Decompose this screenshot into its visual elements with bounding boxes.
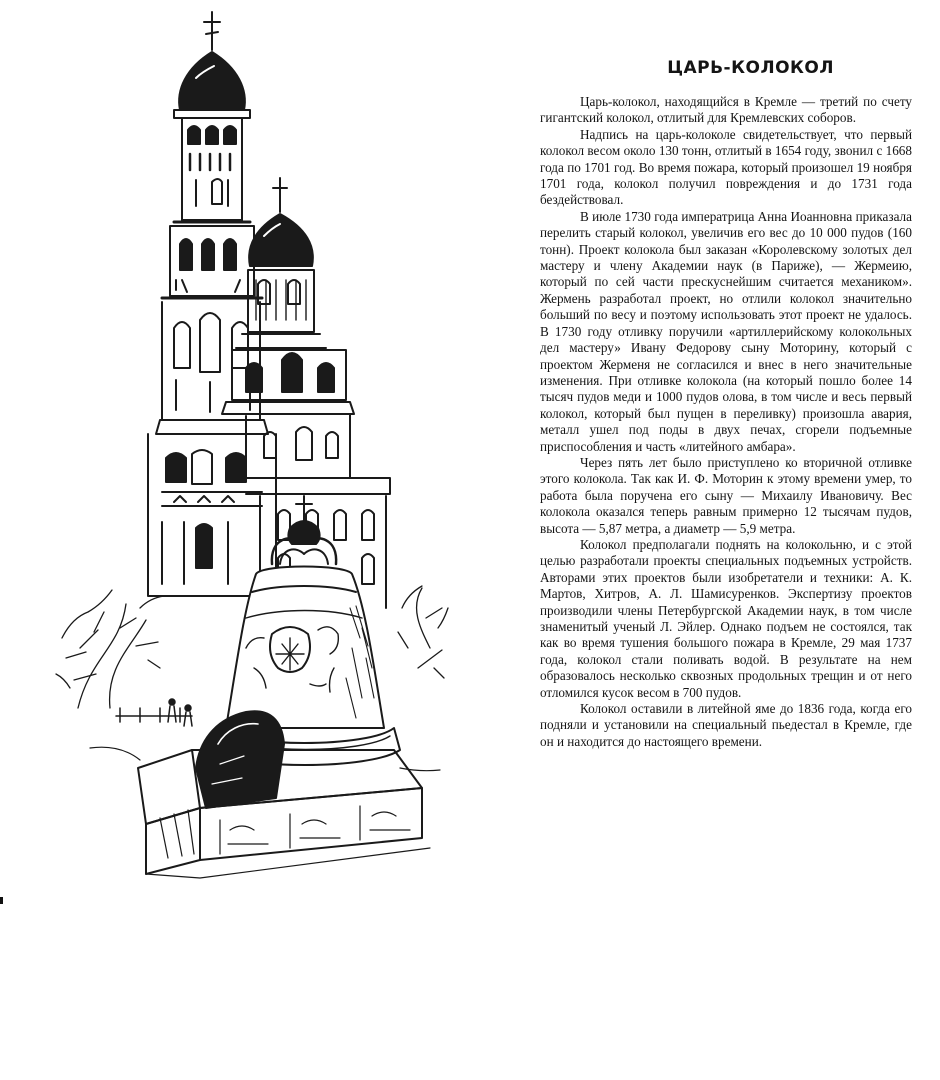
article-title: ЦАРЬ-КОЛОКОЛ [667, 58, 834, 78]
tsar-bell-drawing [196, 496, 400, 808]
page-edge-mark [0, 897, 3, 904]
people-drawing [116, 699, 192, 726]
article-paragraph: Колокол предполагали поднять на колокольню, и с этой целью разработали проекты специальных подъемных устройств. Авторами этих проектов были изобретатели и техники: А. К. Мартов, Хитров, А. Л. Шамисуренков. Экспертизу проектов производили члены Петербургской Академии наук, в том числе знаменитый ученый Л. Эйлер. Однако подъем не состоялся, так как во время тушения большого пожара в Кремле, 29 мая 1737 года, колокол стали поливать водой. В результате на нем образовалось несколько сквозных продольных трещин и от него отломился кусок весом в 700 пудов. [540, 536, 912, 700]
article-paragraph: В июле 1730 года императрица Анна Иоанновна приказала перелить старый колокол, увеличив его вес до 10 000 пудов (160 тонн). Проект колокола был заказан «Королевскому золотых дел мастеру и члену Академии наук (в Париже), — Жермеию, который по сей части прескуснейшим считается механиком». Жермень разработал проект, но отлили колокол значительно больший по весу и поэтому использовать этот проект не удалось. В 1730 году отливку поручили «артиллерийскому колокольных дел мастеру» Ивану Федорову сыну Моторину, который с проектом Жерменя не согласился и внес в него значительные изменения. При отливке колокола (на который пошло более 14 тысяч пудов меди и 1000 пудов олова, в том числе и весь первый колокол, который был пущен в переливку) произошла авария, металл ушел под поды в двух печах, сгорели подъемные приспособления и часть «литейного амбара». [540, 208, 912, 454]
article [540, 58, 912, 750]
bell-tower-drawing [148, 12, 276, 596]
article-paragraph: Надпись на царь-колоколе свидетельствует, что первый колокол весом около 130 тонн, отлитый в 1654 году, звонил с 1668 года по 1701 год. Во время пожара, который произошел 19 ноября 1701 года, колокол получил повреждения и до 1731 года бездействовал. [540, 126, 912, 208]
article-body [540, 94, 912, 750]
article-paragraph: Колокол оставили в литейной яме до 1836 года, когда его подняли и установили на специальный пьедестал в Кремле, где он и находится до настоящего времени. [540, 701, 912, 749]
article-paragraph: Царь-колокол, находящийся в Кремле — третий по счету гигантский колокол, отлитый для Кремлевских соборов. [540, 94, 912, 126]
article-paragraph: Через пять лет было приступлено ко вторичной отливке этого колокола. Так как И. Ф. Моторин к этому времени умер, то работа была поручена его сыну — Михаилу Ивановичу. Вес колокола оказался теперь равным примерно 12 тысячам пудов, высота — 5,87 метра, а диаметр — 5,9 метра. [540, 454, 912, 536]
tsar-bell-illustration [50, 8, 450, 888]
